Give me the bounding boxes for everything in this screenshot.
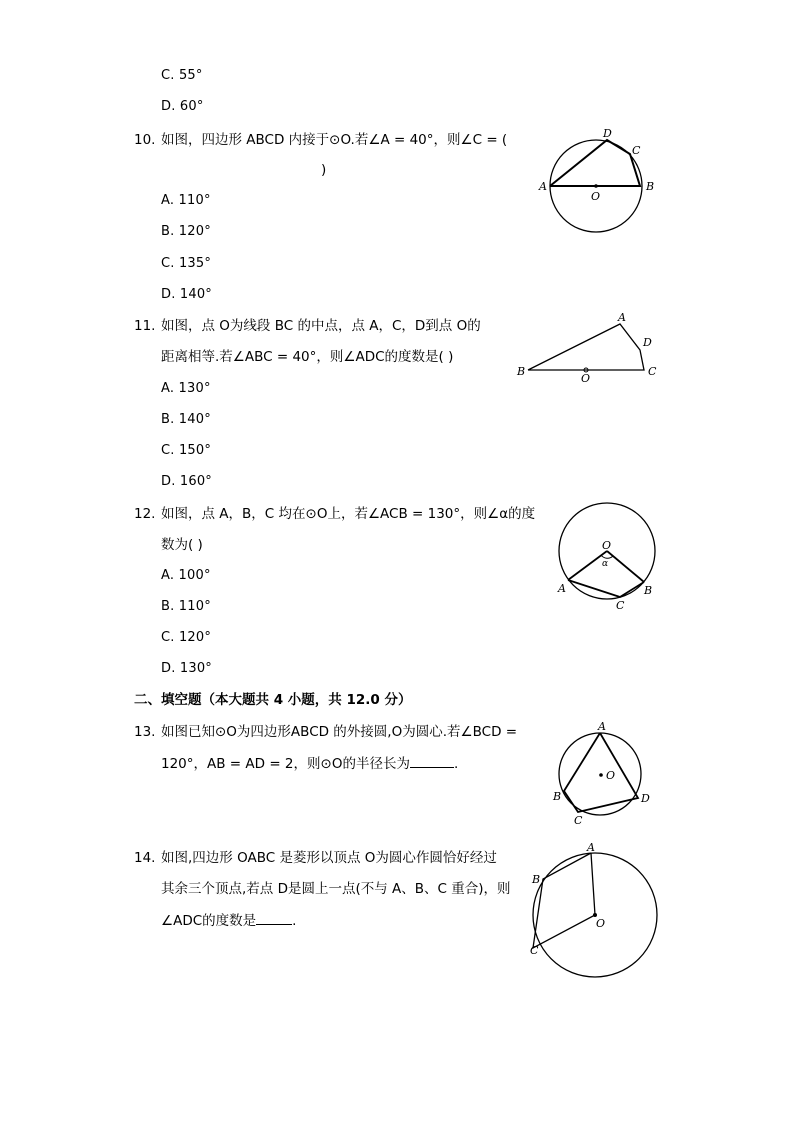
fig14-label-a: A bbox=[587, 841, 595, 854]
question-14-text-line1: 如图,四边形 OABC 是菱形以顶点 O为圆心作圆恰好经过 bbox=[161, 850, 497, 866]
question-number-14: 14. bbox=[134, 850, 156, 866]
option-d-q10: D. 140° bbox=[161, 287, 212, 302]
fig12-label-o: O bbox=[602, 539, 612, 552]
fig10-label-b: B bbox=[646, 180, 655, 193]
section-heading-fill-in: 二、填空题（本大题共 4 小题，共 12.0 分） bbox=[134, 692, 412, 708]
fig10-label-o: O bbox=[591, 190, 601, 203]
fig12-label-alpha: α bbox=[602, 559, 609, 569]
question-12-text-line2: 数为( ) bbox=[161, 537, 203, 553]
fig13-label-b: B bbox=[553, 790, 562, 803]
fig13-label-c: C bbox=[574, 814, 583, 827]
question-number-11: 11. bbox=[134, 318, 156, 334]
fig13-label-a: A bbox=[598, 720, 606, 733]
question-13-text-line1: 如图已知⊙O为四边形ABCD 的外接圆,O为圆心.若∠BCD = bbox=[161, 724, 518, 740]
fig13-label-d: D bbox=[641, 792, 650, 805]
answer-blank-q13[interactable] bbox=[410, 755, 454, 768]
fig12-label-c: C bbox=[616, 599, 625, 612]
figure-q13-circle bbox=[550, 716, 660, 828]
option-a-q10: A. 110° bbox=[161, 193, 211, 208]
figure-q10-circle bbox=[536, 124, 666, 236]
question-11-text-line1: 如图，点 O为线段 BC 的中点，点 A，C，D到点 O的 bbox=[161, 318, 481, 334]
question-12-text-line1: 如图，点 A，B，C 均在⊙O上，若∠ACB = 130°，则∠α的度 bbox=[161, 506, 536, 522]
fig10-label-c: C bbox=[632, 144, 641, 157]
fig12-label-b: B bbox=[644, 584, 653, 597]
question-14-text-line3 bbox=[161, 912, 296, 929]
question-number-12: 12. bbox=[134, 506, 156, 522]
question-number-13: 13. bbox=[134, 724, 156, 740]
fig11-label-o: O bbox=[581, 372, 591, 385]
fig12-label-a: A bbox=[558, 582, 566, 595]
answer-blank-q14[interactable] bbox=[256, 912, 292, 925]
fig10-label-a: A bbox=[539, 180, 547, 193]
option-c-q12: C. 120° bbox=[161, 630, 212, 645]
option-c-q9: C. 55° bbox=[161, 68, 203, 83]
question-13-text-suffix: . bbox=[453, 756, 459, 772]
option-c-q11: C. 150° bbox=[161, 443, 212, 458]
option-b-q12: B. 110° bbox=[161, 599, 211, 614]
question-number-10: 10. bbox=[134, 132, 156, 148]
question-13-text-line2 bbox=[161, 755, 458, 772]
fig14-label-b: B bbox=[532, 873, 541, 886]
fig11-label-a: A bbox=[618, 311, 626, 324]
option-d-q12: D. 130° bbox=[161, 661, 212, 676]
fig14-label-o: O bbox=[596, 917, 606, 930]
option-b-q11: B. 140° bbox=[161, 412, 211, 427]
fig11-label-c: C bbox=[648, 365, 657, 378]
option-d-q9: D. 60° bbox=[161, 99, 204, 114]
figure-q12-circle bbox=[556, 498, 664, 616]
figure-q14-circle bbox=[524, 838, 664, 962]
option-c-q10: C. 135° bbox=[161, 256, 212, 271]
option-a-q11: A. 130° bbox=[161, 381, 211, 396]
option-b-q10: B. 120° bbox=[161, 224, 211, 239]
question-13-text-prefix: 120°，AB = AD = 2，则⊙O的半径长为 bbox=[161, 756, 410, 772]
option-a-q12: A. 100° bbox=[161, 568, 211, 583]
fig10-label-d: D bbox=[603, 127, 612, 140]
question-10-text-line1: 如图，四边形 ABCD 内接于⊙O.若∠A = 40°，则∠C = ( bbox=[161, 132, 508, 148]
question-14-text-suffix: . bbox=[292, 913, 297, 929]
fig13-label-o: O bbox=[606, 769, 616, 782]
fig11-label-b: B bbox=[517, 365, 526, 378]
figure-q11-quadrilateral bbox=[514, 310, 664, 385]
fig14-label-c: C bbox=[530, 944, 539, 957]
fig11-label-d: D bbox=[643, 336, 652, 349]
question-11-text-line2: 距离相等.若∠ABC = 40°，则∠ADC的度数是( ) bbox=[161, 349, 454, 365]
question-14-text-line2: 其余三个顶点,若点 D是圆上一点(不与 A、B、C 重合)，则 bbox=[161, 881, 511, 897]
option-d-q11: D. 160° bbox=[161, 474, 212, 489]
question-10-text-line2: ) bbox=[321, 162, 327, 178]
question-14-text-prefix: ∠ADC的度数是 bbox=[161, 913, 257, 929]
